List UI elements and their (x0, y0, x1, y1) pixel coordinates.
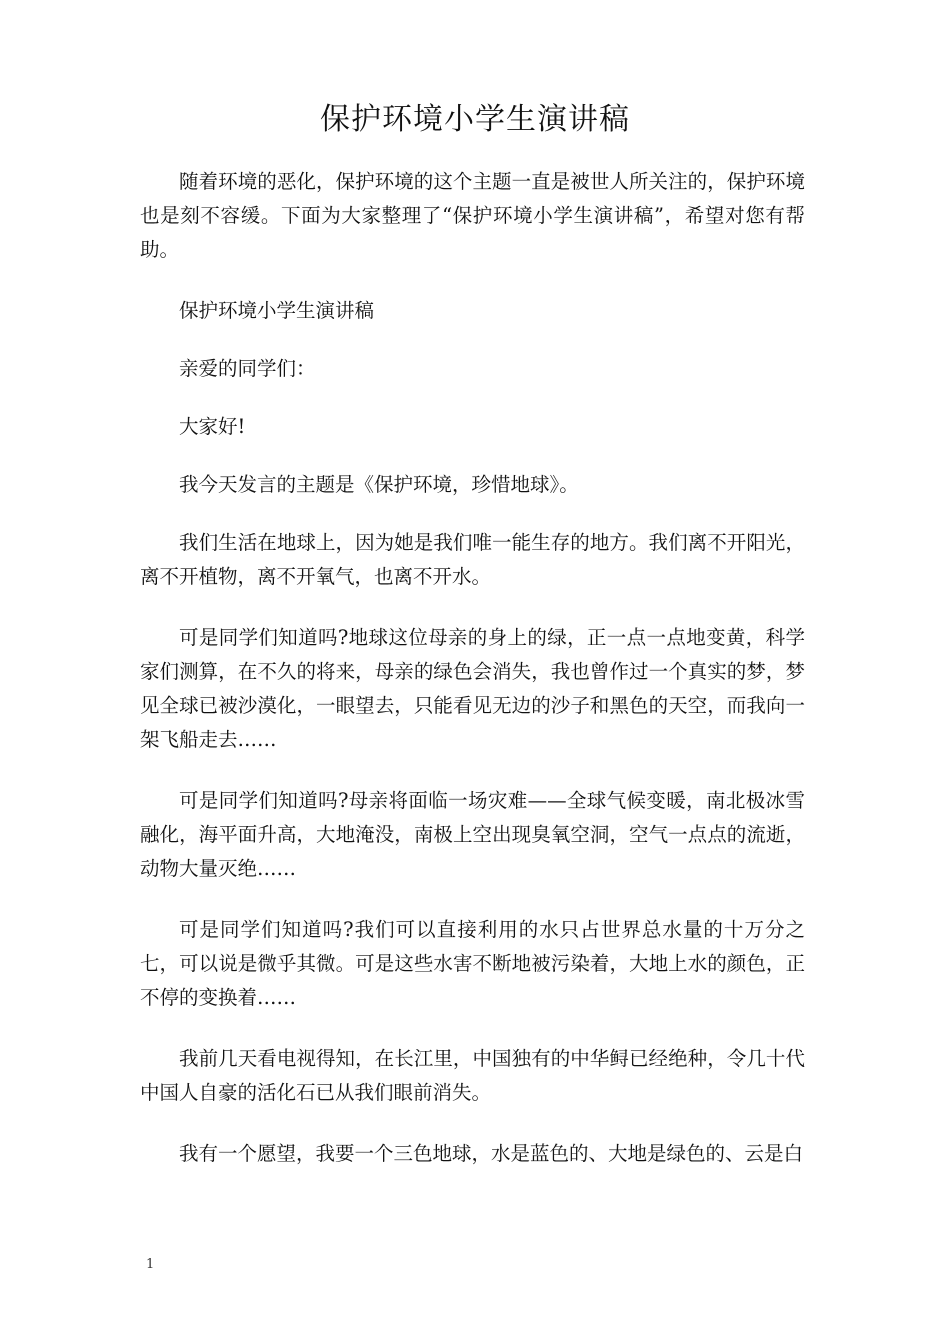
paragraph-salutation: 亲爱的同学们： (179, 357, 316, 380)
paragraph-sturgeon: 我前几天看电视得知，在长江里，中国独有的中华鲟已经绝种，令几十代中国人自豪的活化石已从我们眼前消失。 (140, 1047, 805, 1104)
paragraph-intro: 随着环境的恶化，保护环境的这个主题一直是被世人所关注的，保护环境也是刻不容缓。下面为大家整理了“保护环境小学生演讲稿”，希望对您有帮助。 (140, 170, 805, 261)
document-body (140, 165, 805, 1198)
paragraph-water: 可是同学们知道吗?我们可以直接利用的水只占世界总水量的十万分之七，可以说是微乎其微。可是这些水害不断地被污染着，大地上水的颜色，正不停的变换着…… (140, 918, 805, 1009)
paragraph-warming: 可是同学们知道吗?母亲将面临一场灾难——全球气候变暖，南北极冰雪融化，海平面升高，大地淹没，南极上空出现臭氧空洞，空气一点点的流逝，动物大量灭绝…… (140, 789, 805, 880)
paragraph-greeting: 大家好! (179, 415, 246, 438)
paragraph-speech-title: 保护环境小学生演讲稿 (179, 299, 375, 322)
paragraph-earth: 我们生活在地球上，因为她是我们唯一能生存的地方。我们离不开阳光，离不开植物，离不开氧气，也离不开水。 (140, 531, 805, 588)
document-title: 保护环境小学生演讲稿 (320, 102, 630, 137)
paragraph-wish: 我有一个愿望，我要一个三色地球，水是蓝色的、大地是绿色的、云是白 (179, 1142, 804, 1165)
paragraph-topic: 我今天发言的主题是《保护环境，珍惜地球》。 (179, 473, 579, 496)
paragraph-desertification: 可是同学们知道吗?地球这位母亲的身上的绿，正一点一点地变黄，科学家们测算，在不久的将来，母亲的绿色会消失，我也曾作过一个真实的梦，梦见全球已被沙漠化，一眼望去，只能看见无边的沙子和黑色的天空，而我向一架飞船走去…… (140, 626, 805, 751)
page-number: 1 (146, 1257, 155, 1272)
